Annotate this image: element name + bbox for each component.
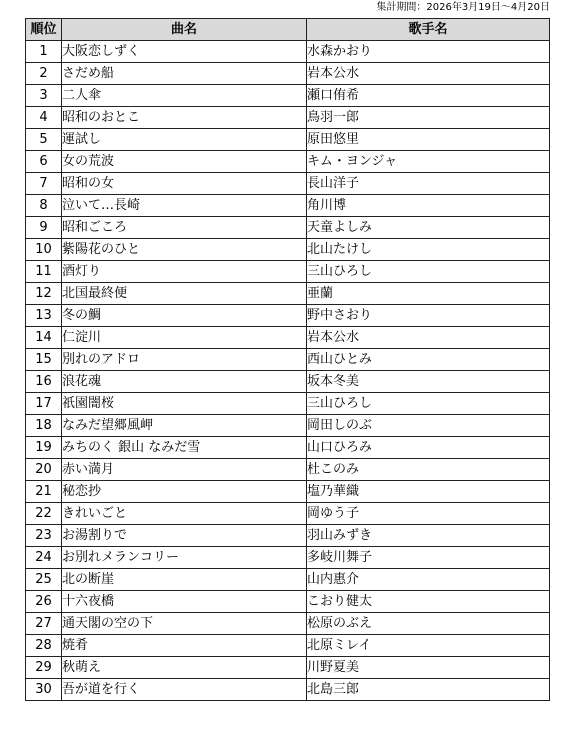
table-row [26,393,550,415]
artist-cell: キム・ヨンジャ [307,151,550,173]
title-cell: 通天閣の空の下 [62,613,307,635]
title-cell: 泣いて…長崎 [62,195,307,217]
rank-cell: 19 [26,437,62,459]
table-row [26,635,550,657]
table-row [26,547,550,569]
rank-cell: 24 [26,547,62,569]
artist-cell: 岡田しのぶ [307,415,550,437]
table-row [26,459,550,481]
rank-cell: 25 [26,569,62,591]
title-cell: お別れメランコリー [62,547,307,569]
artist-cell: 多岐川舞子 [307,547,550,569]
aggregation-period: 集計期間：2026年3月19日～4月20日 [376,2,550,13]
rank-cell: 23 [26,525,62,547]
header-rank: 順位 [26,19,62,41]
artist-cell: 北山たけし [307,239,550,261]
rank-cell: 28 [26,635,62,657]
rank-cell: 4 [26,107,62,129]
table-header [26,19,550,41]
rank-cell: 17 [26,393,62,415]
title-cell: 女の荒波 [62,151,307,173]
table-row [26,679,550,701]
table-row [26,481,550,503]
title-cell: 昭和のおとこ [62,107,307,129]
title-cell: なみだ望郷風岬 [62,415,307,437]
table-row [26,503,550,525]
artist-cell: 鳥羽一郎 [307,107,550,129]
rank-cell: 14 [26,327,62,349]
title-cell: 仁淀川 [62,327,307,349]
table-body [26,41,550,701]
table-row [26,239,550,261]
artist-cell: 山内惠介 [307,569,550,591]
artist-cell: 坂本冬美 [307,371,550,393]
table-row [26,283,550,305]
title-cell: 北の断崖 [62,569,307,591]
artist-cell: 三山ひろし [307,393,550,415]
title-cell: 十六夜橋 [62,591,307,613]
rank-cell: 27 [26,613,62,635]
table-row [26,41,550,63]
table-row [26,85,550,107]
title-cell: 祇園闇桜 [62,393,307,415]
artist-cell: 水森かおり [307,41,550,63]
artist-cell: 西山ひとみ [307,349,550,371]
table-row [26,657,550,679]
rank-cell: 12 [26,283,62,305]
artist-cell: こおり健太 [307,591,550,613]
header-artist: 歌手名 [307,19,550,41]
table-row [26,63,550,85]
title-cell: 浪花魂 [62,371,307,393]
title-cell: さだめ船 [62,63,307,85]
artist-cell: 山口ひろみ [307,437,550,459]
rank-cell: 29 [26,657,62,679]
table-row [26,613,550,635]
artist-cell: 岩本公水 [307,63,550,85]
artist-cell: 岡ゆう子 [307,503,550,525]
artist-cell: 羽山みずき [307,525,550,547]
artist-cell: 角川博 [307,195,550,217]
rank-cell: 26 [26,591,62,613]
rank-cell: 21 [26,481,62,503]
artist-cell: 塩乃華織 [307,481,550,503]
table-row [26,217,550,239]
table-row [26,415,550,437]
rank-cell: 13 [26,305,62,327]
artist-cell: 北原ミレイ [307,635,550,657]
title-cell: 秘恋抄 [62,481,307,503]
title-cell: 紫陽花のひと [62,239,307,261]
title-cell: 冬の鯛 [62,305,307,327]
artist-cell: 瀬口侑希 [307,85,550,107]
artist-cell: 原田悠里 [307,129,550,151]
title-cell: 昭和ごころ [62,217,307,239]
artist-cell: 野中さおり [307,305,550,327]
title-cell: 二人傘 [62,85,307,107]
rank-cell: 3 [26,85,62,107]
rank-cell: 9 [26,217,62,239]
rank-cell: 5 [26,129,62,151]
rank-cell: 2 [26,63,62,85]
table-row [26,349,550,371]
table-row [26,151,550,173]
title-cell: 北国最終便 [62,283,307,305]
rank-cell: 16 [26,371,62,393]
rank-cell: 10 [26,239,62,261]
title-cell: きれいごと [62,503,307,525]
artist-cell: 三山ひろし [307,261,550,283]
rank-cell: 30 [26,679,62,701]
artist-cell: 天童よしみ [307,217,550,239]
artist-cell: 杜このみ [307,459,550,481]
rank-cell: 20 [26,459,62,481]
table-row [26,371,550,393]
rank-cell: 11 [26,261,62,283]
artist-cell: 亜蘭 [307,283,550,305]
artist-cell: 長山洋子 [307,173,550,195]
rank-cell: 6 [26,151,62,173]
header-title: 曲名 [62,19,307,41]
rank-cell: 22 [26,503,62,525]
title-cell: お湯割りで [62,525,307,547]
title-cell: 昭和の女 [62,173,307,195]
rank-cell: 15 [26,349,62,371]
table-row [26,129,550,151]
title-cell: 酒灯り [62,261,307,283]
title-cell: 運試し [62,129,307,151]
artist-cell: 松原のぶえ [307,613,550,635]
rank-cell: 7 [26,173,62,195]
rank-cell: 1 [26,41,62,63]
title-cell: 秋萌え [62,657,307,679]
title-cell: 吾が道を行く [62,679,307,701]
table-row [26,525,550,547]
table-row [26,569,550,591]
header-row [26,19,550,41]
ranking-table [25,18,550,701]
table-row [26,261,550,283]
title-cell: 赤い満月 [62,459,307,481]
table-row [26,107,550,129]
table-row [26,305,550,327]
table-row [26,173,550,195]
title-cell: みちのく 銀山 なみだ雪 [62,437,307,459]
rank-cell: 18 [26,415,62,437]
title-cell: 大阪恋しずく [62,41,307,63]
artist-cell: 岩本公水 [307,327,550,349]
title-cell: 焼肴 [62,635,307,657]
table-row [26,195,550,217]
table-row [26,591,550,613]
table-row [26,437,550,459]
title-cell: 別れのアドロ [62,349,307,371]
table-row [26,327,550,349]
artist-cell: 北島三郎 [307,679,550,701]
artist-cell: 川野夏美 [307,657,550,679]
rank-cell: 8 [26,195,62,217]
